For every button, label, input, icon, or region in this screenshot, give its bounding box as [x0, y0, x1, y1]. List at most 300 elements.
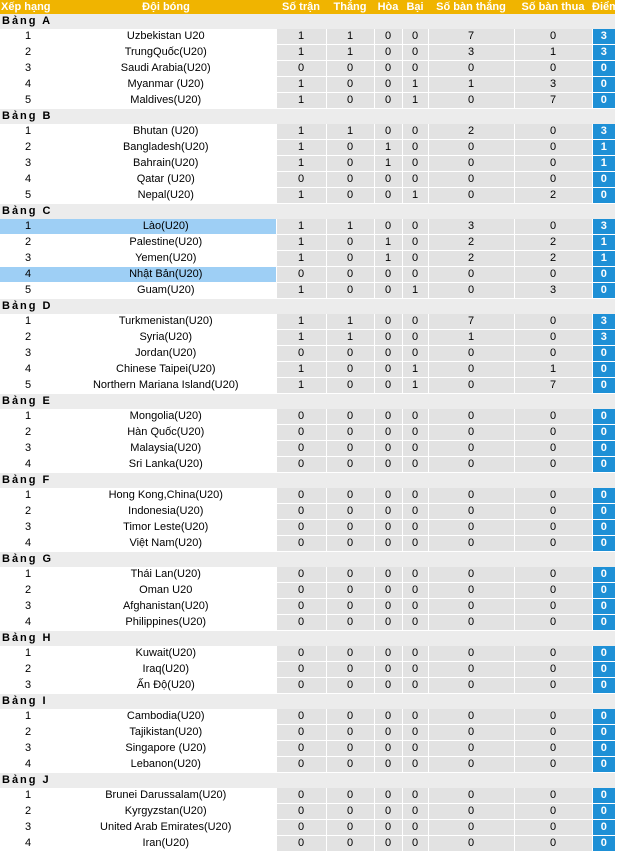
goals-for-cell: 0 [428, 599, 514, 615]
goals-against-cell: 0 [514, 61, 592, 77]
played-cell: 0 [276, 788, 326, 804]
group-label: Bảng H [0, 631, 615, 647]
rank-cell: 2 [0, 235, 56, 251]
team-row[interactable] [0, 820, 615, 836]
goals-for-cell: 2 [428, 124, 514, 140]
team-row[interactable] [0, 504, 615, 520]
group-label: Bảng J [0, 773, 615, 789]
lost-cell: 0 [402, 346, 428, 362]
goals-against-cell: 0 [514, 330, 592, 346]
goals-against-cell: 3 [514, 283, 592, 299]
team-row[interactable] [0, 346, 615, 362]
goals-against-cell: 0 [514, 346, 592, 362]
played-cell: 1 [276, 378, 326, 394]
drawn-cell: 0 [374, 61, 402, 77]
team-row[interactable] [0, 219, 615, 235]
group-label: Bảng F [0, 473, 615, 489]
goals-against-cell: 0 [514, 836, 592, 852]
goals-for-cell: 0 [428, 788, 514, 804]
goals-against-cell: 0 [514, 615, 592, 631]
team-cell: Oman U20 [56, 583, 276, 599]
rank-cell: 1 [0, 788, 56, 804]
drawn-cell: 0 [374, 520, 402, 536]
drawn-cell: 0 [374, 567, 402, 583]
points-cell: 0 [592, 346, 615, 362]
group-header-row [0, 552, 615, 568]
points-cell: 0 [592, 457, 615, 473]
played-cell: 0 [276, 709, 326, 725]
won-cell: 0 [326, 583, 374, 599]
drawn-cell: 0 [374, 820, 402, 836]
team-row[interactable] [0, 488, 615, 504]
played-cell: 1 [276, 156, 326, 172]
points-cell: 1 [592, 156, 615, 172]
won-cell: 0 [326, 267, 374, 283]
team-row[interactable] [0, 283, 615, 299]
goals-against-cell: 0 [514, 219, 592, 235]
team-cell: Bahrain(U20) [56, 156, 276, 172]
header-rank: Xếp hạng [0, 0, 56, 14]
goals-for-cell: 0 [428, 346, 514, 362]
won-cell: 1 [326, 29, 374, 45]
won-cell: 0 [326, 836, 374, 852]
team-cell: Mongolia(U20) [56, 409, 276, 425]
rank-cell: 5 [0, 93, 56, 109]
goals-for-cell: 7 [428, 29, 514, 45]
goals-against-cell: 0 [514, 314, 592, 330]
team-cell: Afghanistan(U20) [56, 599, 276, 615]
team-cell: Lào(U20) [56, 219, 276, 235]
lost-cell: 0 [402, 267, 428, 283]
standings-body [0, 14, 615, 852]
drawn-cell: 0 [374, 615, 402, 631]
goals-against-cell: 0 [514, 741, 592, 757]
goals-against-cell: 0 [514, 441, 592, 457]
points-cell: 0 [592, 583, 615, 599]
team-row[interactable] [0, 741, 615, 757]
lost-cell: 0 [402, 409, 428, 425]
played-cell: 0 [276, 662, 326, 678]
rank-cell: 2 [0, 583, 56, 599]
points-cell: 0 [592, 520, 615, 536]
rank-cell: 4 [0, 457, 56, 473]
team-row[interactable] [0, 156, 615, 172]
team-row[interactable] [0, 45, 615, 61]
points-cell: 0 [592, 820, 615, 836]
team-row[interactable] [0, 662, 615, 678]
group-header-row [0, 204, 615, 220]
played-cell: 0 [276, 678, 326, 694]
rank-cell: 3 [0, 346, 56, 362]
goals-against-cell: 0 [514, 583, 592, 599]
rank-cell: 3 [0, 441, 56, 457]
goals-for-cell: 0 [428, 536, 514, 552]
won-cell: 1 [326, 330, 374, 346]
group-label: Bảng D [0, 299, 615, 315]
goals-against-cell: 0 [514, 709, 592, 725]
goals-for-cell: 0 [428, 156, 514, 172]
drawn-cell: 0 [374, 346, 402, 362]
goals-for-cell: 0 [428, 678, 514, 694]
team-row[interactable] [0, 77, 615, 93]
lost-cell: 0 [402, 662, 428, 678]
points-cell: 0 [592, 283, 615, 299]
lost-cell: 0 [402, 520, 428, 536]
drawn-cell: 0 [374, 662, 402, 678]
lost-cell: 0 [402, 599, 428, 615]
team-cell: Nepal(U20) [56, 188, 276, 204]
rank-cell: 3 [0, 520, 56, 536]
drawn-cell: 0 [374, 188, 402, 204]
header-drawn: Hòa [374, 0, 402, 14]
team-row[interactable] [0, 788, 615, 804]
goals-for-cell: 0 [428, 741, 514, 757]
team-cell: Singapore (U20) [56, 741, 276, 757]
team-cell: Maldives(U20) [56, 93, 276, 109]
rank-cell: 3 [0, 820, 56, 836]
drawn-cell: 0 [374, 536, 402, 552]
team-cell: Sri Lanka(U20) [56, 457, 276, 473]
goals-for-cell: 0 [428, 362, 514, 378]
team-cell: Jordan(U20) [56, 346, 276, 362]
team-cell: Bangladesh(U20) [56, 140, 276, 156]
team-row[interactable] [0, 709, 615, 725]
played-cell: 0 [276, 172, 326, 188]
drawn-cell: 0 [374, 804, 402, 820]
lost-cell: 1 [402, 188, 428, 204]
won-cell: 0 [326, 61, 374, 77]
goals-for-cell: 0 [428, 520, 514, 536]
goals-for-cell: 0 [428, 646, 514, 662]
goals-for-cell: 2 [428, 235, 514, 251]
drawn-cell: 0 [374, 741, 402, 757]
team-row[interactable] [0, 678, 615, 694]
points-cell: 0 [592, 788, 615, 804]
drawn-cell: 0 [374, 45, 402, 61]
lost-cell: 0 [402, 741, 428, 757]
goals-for-cell: 0 [428, 61, 514, 77]
team-row[interactable] [0, 378, 615, 394]
lost-cell: 1 [402, 362, 428, 378]
goals-for-cell: 0 [428, 457, 514, 473]
lost-cell: 0 [402, 646, 428, 662]
team-row[interactable] [0, 646, 615, 662]
team-row[interactable] [0, 61, 615, 77]
goals-for-cell: 0 [428, 567, 514, 583]
played-cell: 0 [276, 61, 326, 77]
team-cell: Thái Lan(U20) [56, 567, 276, 583]
rank-cell: 2 [0, 330, 56, 346]
group-header-row [0, 299, 615, 315]
lost-cell: 0 [402, 820, 428, 836]
goals-for-cell: 0 [428, 188, 514, 204]
won-cell: 0 [326, 362, 374, 378]
team-row[interactable] [0, 409, 615, 425]
goals-for-cell: 0 [428, 172, 514, 188]
goals-against-cell: 1 [514, 45, 592, 61]
won-cell: 0 [326, 77, 374, 93]
team-cell: Kyrgyzstan(U20) [56, 804, 276, 820]
won-cell: 0 [326, 441, 374, 457]
rank-cell: 1 [0, 488, 56, 504]
drawn-cell: 0 [374, 583, 402, 599]
played-cell: 1 [276, 140, 326, 156]
rank-cell: 4 [0, 362, 56, 378]
group-label: Bảng G [0, 552, 615, 568]
group-label: Bảng A [0, 14, 615, 29]
team-row[interactable] [0, 725, 615, 741]
goals-against-cell: 0 [514, 662, 592, 678]
team-cell: Tajikistan(U20) [56, 725, 276, 741]
goals-against-cell: 0 [514, 788, 592, 804]
goals-against-cell: 0 [514, 820, 592, 836]
played-cell: 1 [276, 283, 326, 299]
header-row [0, 0, 615, 14]
drawn-cell: 0 [374, 709, 402, 725]
rank-cell: 2 [0, 504, 56, 520]
rank-cell: 3 [0, 61, 56, 77]
drawn-cell: 0 [374, 314, 402, 330]
team-row[interactable] [0, 441, 615, 457]
points-cell: 3 [592, 45, 615, 61]
header-played: Số trận [276, 0, 326, 14]
team-cell: Myanmar (U20) [56, 77, 276, 93]
goals-against-cell: 0 [514, 156, 592, 172]
lost-cell: 0 [402, 314, 428, 330]
drawn-cell: 0 [374, 219, 402, 235]
team-row[interactable] [0, 567, 615, 583]
team-row[interactable] [0, 267, 615, 283]
team-cell: Iraq(U20) [56, 662, 276, 678]
lost-cell: 1 [402, 93, 428, 109]
drawn-cell: 0 [374, 488, 402, 504]
points-cell: 0 [592, 172, 615, 188]
goals-against-cell: 0 [514, 646, 592, 662]
lost-cell: 0 [402, 804, 428, 820]
team-row[interactable] [0, 757, 615, 773]
team-row[interactable] [0, 836, 615, 852]
lost-cell: 0 [402, 61, 428, 77]
team-cell: United Arab Emirates(U20) [56, 820, 276, 836]
points-cell: 3 [592, 219, 615, 235]
played-cell: 0 [276, 599, 326, 615]
lost-cell: 1 [402, 378, 428, 394]
drawn-cell: 0 [374, 646, 402, 662]
points-cell: 0 [592, 188, 615, 204]
drawn-cell: 0 [374, 267, 402, 283]
rank-cell: 4 [0, 757, 56, 773]
played-cell: 1 [276, 188, 326, 204]
drawn-cell: 0 [374, 678, 402, 694]
goals-against-cell: 3 [514, 77, 592, 93]
team-cell: Palestine(U20) [56, 235, 276, 251]
goals-against-cell: 2 [514, 235, 592, 251]
lost-cell: 0 [402, 425, 428, 441]
group-header-row [0, 473, 615, 489]
points-cell: 0 [592, 678, 615, 694]
lost-cell: 0 [402, 172, 428, 188]
goals-for-cell: 0 [428, 757, 514, 773]
played-cell: 1 [276, 45, 326, 61]
points-cell: 0 [592, 725, 615, 741]
rank-cell: 1 [0, 567, 56, 583]
won-cell: 0 [326, 725, 374, 741]
points-cell: 0 [592, 409, 615, 425]
goals-for-cell: 0 [428, 140, 514, 156]
lost-cell: 0 [402, 757, 428, 773]
drawn-cell: 0 [374, 124, 402, 140]
rank-cell: 4 [0, 536, 56, 552]
won-cell: 0 [326, 804, 374, 820]
drawn-cell: 0 [374, 425, 402, 441]
played-cell: 1 [276, 362, 326, 378]
drawn-cell: 0 [374, 504, 402, 520]
points-cell: 3 [592, 330, 615, 346]
team-row[interactable] [0, 457, 615, 473]
won-cell: 0 [326, 709, 374, 725]
goals-for-cell: 0 [428, 583, 514, 599]
goals-for-cell: 0 [428, 409, 514, 425]
team-row[interactable] [0, 140, 615, 156]
drawn-cell: 0 [374, 93, 402, 109]
rank-cell: 5 [0, 188, 56, 204]
lost-cell: 0 [402, 504, 428, 520]
drawn-cell: 1 [374, 140, 402, 156]
goals-for-cell: 0 [428, 441, 514, 457]
team-cell: TrungQuốc(U20) [56, 45, 276, 61]
rank-cell: 1 [0, 29, 56, 45]
drawn-cell: 0 [374, 172, 402, 188]
lost-cell: 0 [402, 124, 428, 140]
points-cell: 0 [592, 504, 615, 520]
won-cell: 1 [326, 219, 374, 235]
team-row[interactable] [0, 804, 615, 820]
rank-cell: 3 [0, 741, 56, 757]
team-row[interactable] [0, 362, 615, 378]
team-row[interactable] [0, 583, 615, 599]
team-row[interactable] [0, 599, 615, 615]
drawn-cell: 0 [374, 378, 402, 394]
points-cell: 0 [592, 441, 615, 457]
rank-cell: 2 [0, 804, 56, 820]
rank-cell: 1 [0, 219, 56, 235]
played-cell: 1 [276, 314, 326, 330]
team-cell: Cambodia(U20) [56, 709, 276, 725]
team-row[interactable] [0, 536, 615, 552]
team-row[interactable] [0, 251, 615, 267]
points-cell: 3 [592, 29, 615, 45]
points-cell: 0 [592, 836, 615, 852]
played-cell: 0 [276, 615, 326, 631]
won-cell: 0 [326, 757, 374, 773]
played-cell: 0 [276, 520, 326, 536]
won-cell: 0 [326, 172, 374, 188]
team-cell: Lebanon(U20) [56, 757, 276, 773]
goals-for-cell: 0 [428, 804, 514, 820]
team-row[interactable] [0, 124, 615, 140]
team-row[interactable] [0, 520, 615, 536]
played-cell: 0 [276, 757, 326, 773]
won-cell: 0 [326, 678, 374, 694]
team-row[interactable] [0, 235, 615, 251]
team-row[interactable] [0, 314, 615, 330]
goals-for-cell: 3 [428, 45, 514, 61]
played-cell: 0 [276, 346, 326, 362]
points-cell: 0 [592, 599, 615, 615]
goals-against-cell: 0 [514, 425, 592, 441]
goals-for-cell: 1 [428, 330, 514, 346]
played-cell: 0 [276, 804, 326, 820]
group-header-row [0, 14, 615, 29]
points-cell: 1 [592, 251, 615, 267]
header-lost: Bại [402, 0, 428, 14]
team-row[interactable] [0, 29, 615, 45]
group-header-row [0, 109, 615, 125]
drawn-cell: 0 [374, 29, 402, 45]
played-cell: 0 [276, 725, 326, 741]
goals-against-cell: 0 [514, 172, 592, 188]
goals-against-cell: 0 [514, 124, 592, 140]
goals-against-cell: 2 [514, 251, 592, 267]
points-cell: 0 [592, 709, 615, 725]
rank-cell: 5 [0, 378, 56, 394]
points-cell: 0 [592, 93, 615, 109]
team-cell: Brunei Darussalam(U20) [56, 788, 276, 804]
lost-cell: 0 [402, 678, 428, 694]
won-cell: 0 [326, 646, 374, 662]
played-cell: 1 [276, 330, 326, 346]
goals-against-cell: 0 [514, 267, 592, 283]
played-cell: 1 [276, 219, 326, 235]
lost-cell: 1 [402, 283, 428, 299]
goals-for-cell: 0 [428, 93, 514, 109]
rank-cell: 3 [0, 156, 56, 172]
team-row[interactable] [0, 425, 615, 441]
played-cell: 0 [276, 409, 326, 425]
played-cell: 1 [276, 235, 326, 251]
team-row[interactable] [0, 330, 615, 346]
played-cell: 1 [276, 124, 326, 140]
won-cell: 0 [326, 156, 374, 172]
lost-cell: 0 [402, 251, 428, 267]
team-cell: Việt Nam(U20) [56, 536, 276, 552]
won-cell: 0 [326, 425, 374, 441]
drawn-cell: 0 [374, 599, 402, 615]
points-cell: 0 [592, 362, 615, 378]
rank-cell: 4 [0, 77, 56, 93]
team-cell: Uzbekistan U20 [56, 29, 276, 45]
goals-for-cell: 0 [428, 709, 514, 725]
won-cell: 0 [326, 283, 374, 299]
team-row[interactable] [0, 93, 615, 109]
team-cell: Qatar (U20) [56, 172, 276, 188]
won-cell: 0 [326, 599, 374, 615]
goals-for-cell: 1 [428, 77, 514, 93]
rank-cell: 2 [0, 725, 56, 741]
team-row[interactable] [0, 172, 615, 188]
rank-cell: 4 [0, 267, 56, 283]
won-cell: 0 [326, 536, 374, 552]
won-cell: 0 [326, 409, 374, 425]
won-cell: 0 [326, 457, 374, 473]
lost-cell: 0 [402, 45, 428, 61]
team-row[interactable] [0, 188, 615, 204]
team-cell: Yemen(U20) [56, 251, 276, 267]
rank-cell: 2 [0, 662, 56, 678]
team-row[interactable] [0, 615, 615, 631]
team-cell: Chinese Taipei(U20) [56, 362, 276, 378]
team-cell: Nhật Bản(U20) [56, 267, 276, 283]
